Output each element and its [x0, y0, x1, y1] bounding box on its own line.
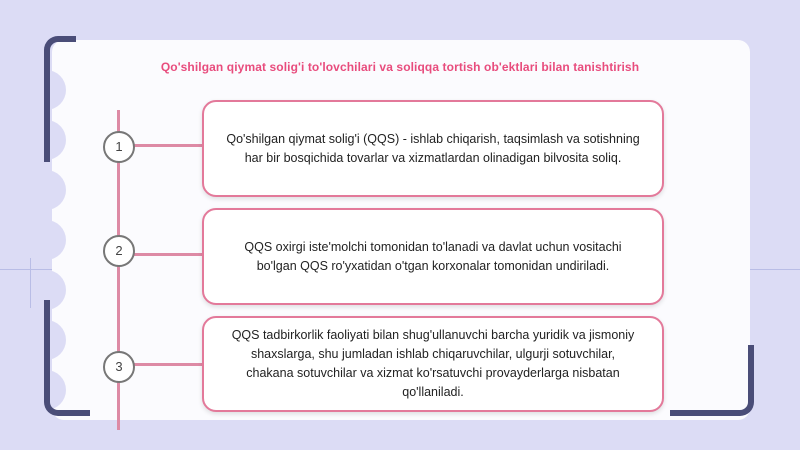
- step-text-box: QQS tadbirkorlik faoliyati bilan shug'ullanuvchi barcha yuridik va jismoniy shaxslarga, shu jumladan ishlab chiqaruvchilar, ulgurji sotuvchilar, chakana sotuvchilar va xizmat ko'rsatuvchi provayderlarga nisbatan qo'llaniladi.: [202, 316, 664, 412]
- frame-bracket-bottom-left: [44, 300, 90, 416]
- step-connector: [134, 144, 202, 147]
- background-line-vertical: [30, 258, 31, 308]
- step-number-badge: 1: [103, 131, 135, 163]
- card-notch: [38, 220, 66, 260]
- step-connector: [134, 253, 202, 256]
- step-text-box: QQS oxirgi iste'molchi tomonidan to'lanadi va davlat uchun vositachi bo'lgan QQS ro'yxatidan o'tgan korxonalar tomonidan undiriladi.: [202, 208, 664, 305]
- step-number-badge: 3: [103, 351, 135, 383]
- step-connector: [134, 363, 202, 366]
- frame-bracket-top-left: [44, 36, 76, 162]
- frame-bracket-bottom-right: [670, 345, 754, 416]
- step-text-box: Qo'shilgan qiymat solig'i (QQS) - ishlab chiqarish, taqsimlash va sotishning har bir bosqichida tovarlar va xizmatlardan olinadigan bilvosita soliq.: [202, 100, 664, 197]
- step-number-badge: 2: [103, 235, 135, 267]
- card-notch: [38, 170, 66, 210]
- slide-title: Qo'shilgan qiymat solig'i to'lovchilari va soliqqa tortish ob'ektlari bilan tanishtirish: [160, 60, 640, 74]
